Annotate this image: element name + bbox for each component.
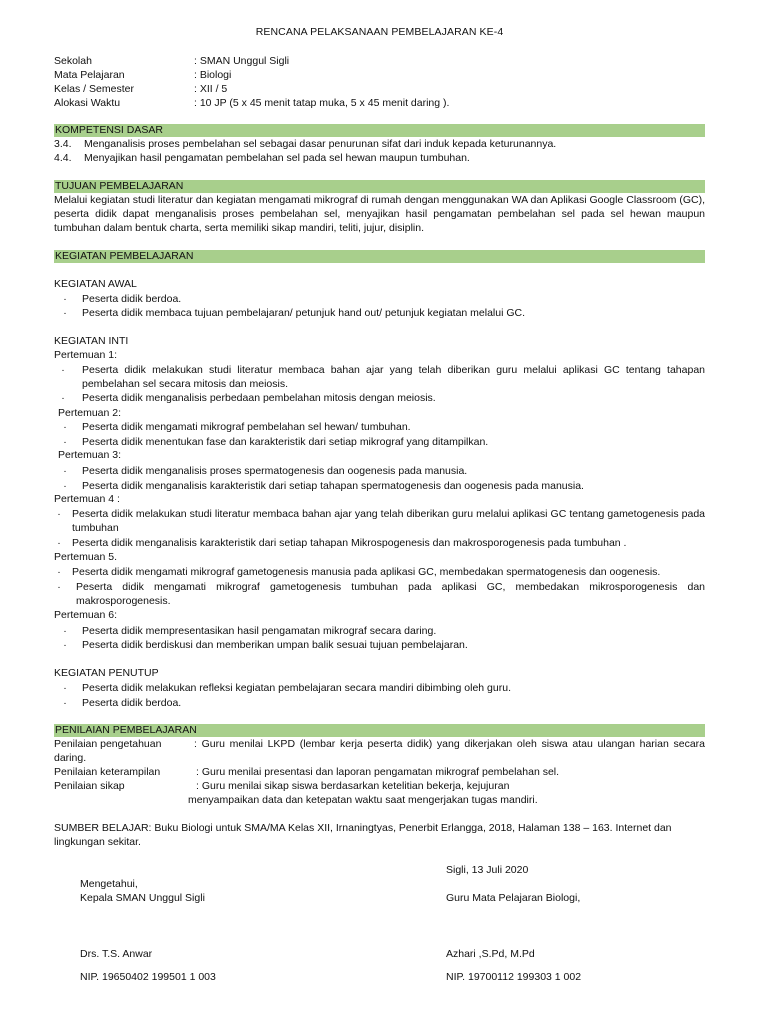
kegiatan-heading: KEGIATAN PEMBELAJARAN — [54, 250, 705, 263]
bullet-glyph: · — [57, 581, 61, 593]
list-item-text: Peserta didik menganalisis perbedaan pembelahan mitosis dengan meiosis. — [82, 392, 436, 404]
info-value: : XII / 5 — [194, 83, 228, 95]
info-row — [54, 96, 705, 110]
list-item-text: Peserta didik melakukan studi literatur membaca bahan ajar yang telah diberikan guru melalui aplikasi GC tentang tahapan pembelahan sel secara mitosis dan meiosis. — [82, 364, 705, 390]
bullet-glyph: · — [63, 682, 67, 694]
info-label: Mata Pelajaran — [54, 69, 125, 81]
penilaian-heading: PENILAIAN PEMBELAJARAN — [54, 724, 705, 737]
info-row — [54, 54, 705, 68]
bullet-glyph: · — [57, 566, 61, 578]
signature-left-line2: Kepala SMAN Unggul Sigli — [80, 892, 205, 904]
info-label: Sekolah — [54, 55, 92, 67]
bullet-glyph: · — [57, 537, 61, 549]
tujuan-paragraph: Melalui kegiatan studi literatur dan kegiatan mengamati mikrograf di rumah dengan menggunakan WA dan Aplikasi Google Classroom (GC), peserta didik dapat menganalisis proses pembelahan sel, menyajikan hasil pengamatan pembelahan sel pada sel hewan maupun tumbuhan dalam bentuk charta, serta memiliki sikap mandiri, teliti, jujur, disiplin. — [54, 194, 705, 234]
info-value: : SMAN Unggul Sigli — [194, 55, 290, 67]
list-item-text: Peserta didik menganalisis proses spermatogenesis dan oogenesis pada manusia. — [82, 465, 468, 477]
bullet-glyph: · — [63, 293, 67, 305]
pertemuan-label: Pertemuan 3: — [58, 449, 122, 461]
kegiatan-penutup-title: KEGIATAN PENUTUP — [54, 667, 159, 679]
kompetensi-text: Menyajikan hasil pengamatan pembelahan sel pada sel hewan maupun tumbuhan. — [84, 152, 470, 164]
kompetensi-text: Menganalisis proses pembelahan sel sebagai dasar penurunan sifat dari induk kepada keturunannya. — [84, 138, 557, 150]
tujuan-heading: TUJUAN PEMBELAJARAN — [54, 180, 705, 193]
bullet-glyph: · — [61, 364, 65, 376]
bullet-glyph: · — [63, 436, 67, 448]
signature-right-nip: NIP. 19700112 199303 1 002 — [446, 971, 582, 983]
list-item-text: Peserta didik mengamati mikrograf pembelahan sel hewan/ tumbuhan. — [82, 421, 411, 433]
penilaian-label: Penilaian keterampilan — [54, 766, 161, 778]
signature-left-nip: NIP. 19650402 199501 1 003 — [80, 971, 216, 983]
bullet-glyph: · — [63, 307, 67, 319]
penilaian-value: : Guru menilai sikap siswa berdasarkan ketelitian bekerja, kejujuran — [196, 780, 510, 792]
info-value: : Biologi — [194, 69, 232, 81]
list-item-text: Peserta didik berdoa. — [82, 293, 182, 305]
kompetensi-number: 3.4. — [54, 138, 72, 150]
kompetensi-heading: KOMPETENSI DASAR — [54, 124, 705, 137]
penilaian-value: : Guru menilai presentasi dan laporan pengamatan mikrograf pembelahan sel. — [196, 766, 560, 778]
list-item-text: Peserta didik menganalisis karakteristik dari setiap tahapan spermatogenesis dan oogenesis pada manusia. — [82, 480, 584, 492]
pertemuan-label: Pertemuan 2: — [58, 407, 122, 419]
document-title: RENCANA PELAKSANAAN PEMBELAJARAN KE-4 — [255, 26, 504, 38]
signature-left-name: Drs. T.S. Anwar — [80, 948, 153, 960]
info-label: Alokasi Waktu — [54, 97, 121, 109]
signature-right-line1: Guru Mata Pelajaran Biologi, — [446, 892, 581, 904]
kegiatan-awal-title: KEGIATAN AWAL — [54, 278, 137, 290]
list-item-text: Peserta didik melakukan refleksi kegiatan pembelajaran secara mandiri dibimbing oleh guru. — [82, 682, 511, 694]
signature-left-line1: Mengetahui, — [80, 878, 138, 890]
penilaian-value-continued: menyampaikan data dan ketepatan waktu saat mengerjakan tugas mandiri. — [188, 794, 538, 806]
identity-block — [54, 54, 705, 110]
bullet-glyph: · — [57, 508, 61, 520]
sumber-belajar: SUMBER BELAJAR: Buku Biologi untuk SMA/MA Kelas XII, Irnaningtyas, Penerbit Erlangga, 2018, Halaman 138 – 163. Internet dan lingkungan sekitar. — [54, 822, 672, 848]
list-item-text: Peserta didik mengamati mikrograf gametogenesis tumbuhan pada aplikasi GC, membedakan mikrosporogenesis dan makrosporogenesis. — [76, 581, 705, 607]
bullet-glyph: · — [61, 392, 65, 404]
kegiatan-inti-title: KEGIATAN INTI — [54, 335, 129, 347]
list-item-text: Peserta didik mempresentasikan hasil pengamatan mikrograf secara daring. — [82, 625, 437, 637]
list-item-text: Peserta didik berdoa. — [82, 697, 182, 709]
bullet-glyph: · — [63, 639, 67, 651]
signature-place-date: Sigli, 13 Juli 2020 — [446, 864, 529, 876]
list-item-text: Peserta didik berdiskusi dan memberikan umpan balik sesuai tujuan pembelajaran. — [82, 639, 468, 651]
bullet-glyph: · — [63, 697, 67, 709]
bullet-glyph: · — [63, 625, 67, 637]
list-item-text: Peserta didik mengamati mikrograf gametogenesis manusia pada aplikasi GC, membedakan spermatogenesis dan oogenesis. — [72, 566, 661, 578]
info-label: Kelas / Semester — [54, 83, 134, 95]
pertemuan-label: Pertemuan 4 : — [54, 493, 120, 505]
penilaian-value: : Guru menilai LKPD (lembar kerja peserta didik) yang dikerjakan oleh siswa atau ulangan harian secara daring. — [54, 738, 705, 764]
list-item-text: Peserta didik menganalisis karakteristik dari setiap tahapan Mikrospogenesis dan makrosporogenesis pada tumbuhan . — [72, 537, 627, 549]
pertemuan-label: Pertemuan 1: — [54, 349, 118, 361]
pertemuan-label: Pertemuan 6: — [54, 609, 118, 621]
info-value: : 10 JP (5 x 45 menit tatap muka, 5 x 45 menit daring ). — [194, 97, 450, 109]
info-row — [54, 82, 705, 96]
penilaian-label: Penilaian sikap — [54, 780, 125, 792]
bullet-glyph: · — [63, 465, 67, 477]
list-item-text: Peserta didik menentukan fase dan karakteristik dari setiap mikrograf yang ditampilkan. — [82, 436, 489, 448]
signature-right-name: Azhari ,S.Pd, M.Pd — [446, 948, 535, 960]
info-row — [54, 68, 705, 82]
bullet-glyph: · — [63, 421, 67, 433]
list-item-text: Peserta didik membaca tujuan pembelajaran/ petunjuk hand out/ petunjuk kegiatan melalui GC. — [82, 307, 526, 319]
kompetensi-number: 4.4. — [54, 152, 72, 164]
bullet-glyph: · — [63, 480, 67, 492]
list-item-text: Peserta didik melakukan studi literatur membaca bahan ajar yang telah diberikan guru melalui aplikasi GC tentang gametogenesis pada tumbuhan — [72, 508, 705, 534]
penilaian-label: Penilaian pengetahuan — [54, 738, 162, 750]
pertemuan-label: Pertemuan 5. — [54, 551, 118, 563]
